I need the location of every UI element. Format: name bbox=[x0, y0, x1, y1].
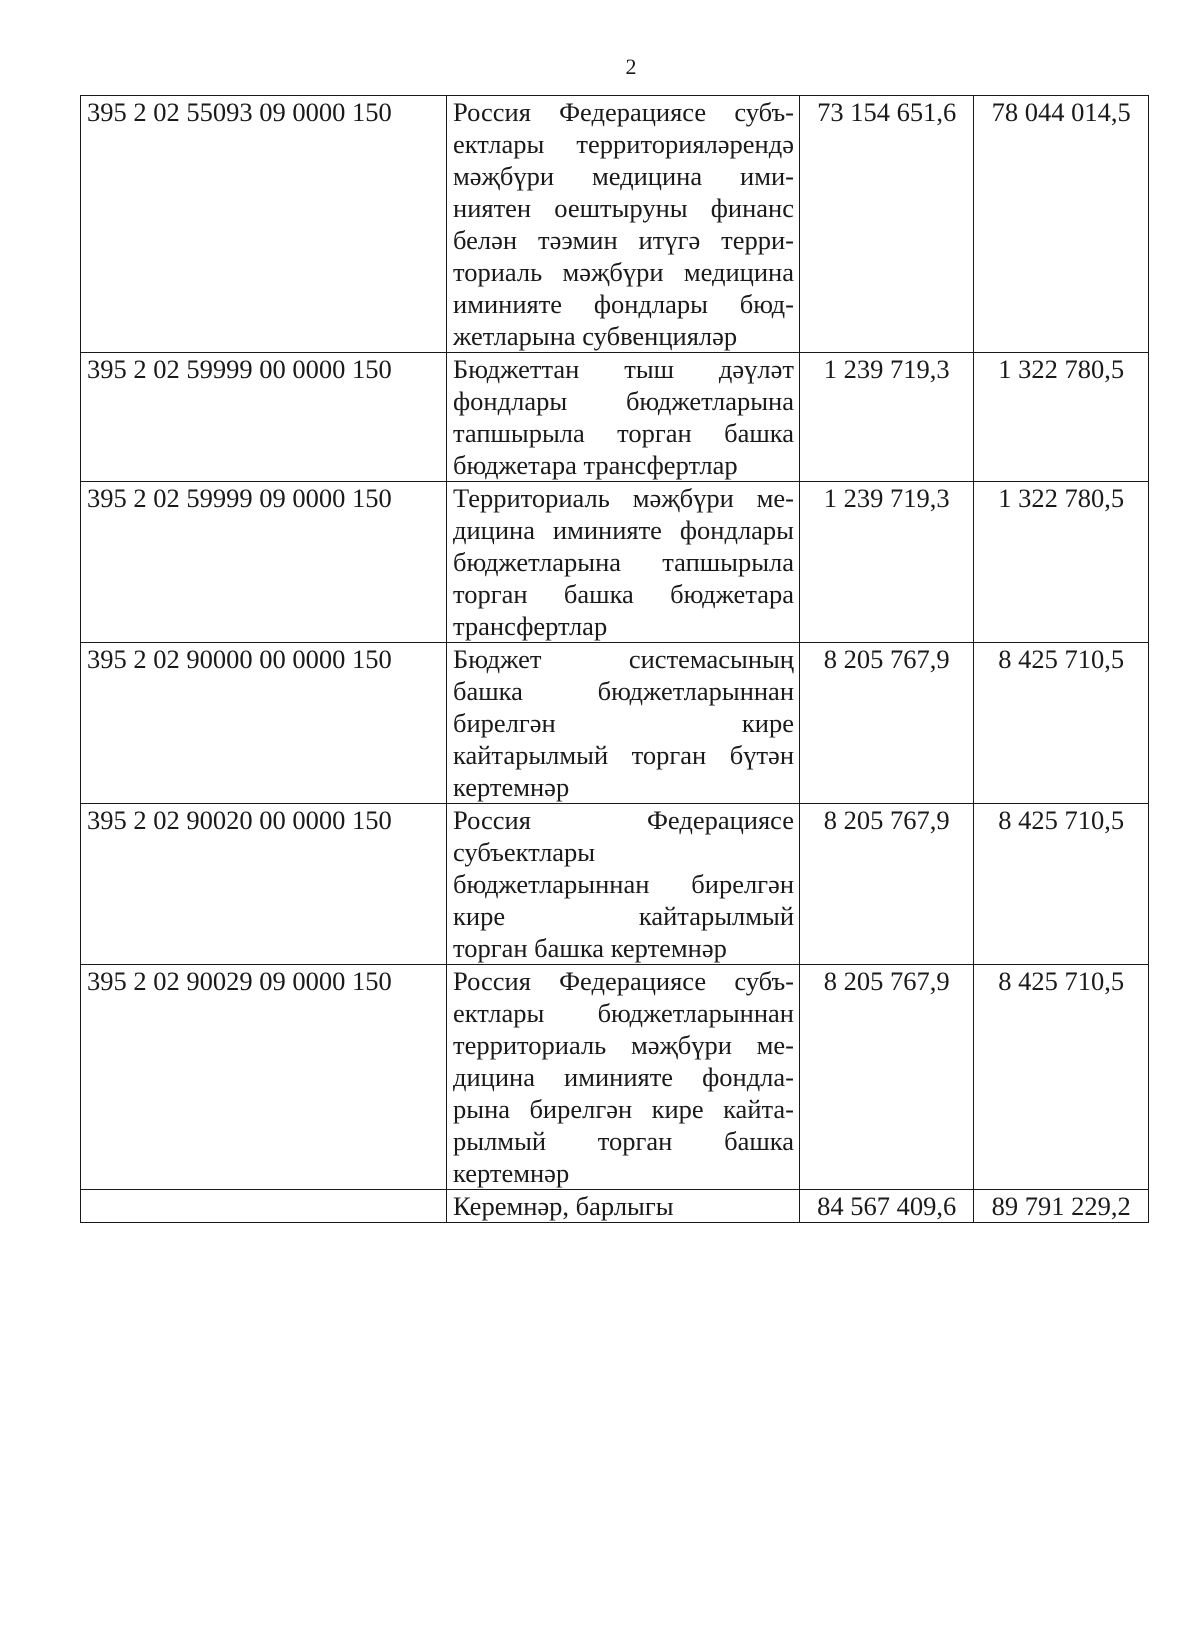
table-row bbox=[81, 643, 1149, 804]
row-description bbox=[447, 643, 800, 804]
description-line: дицина иминияте фондлары bbox=[453, 515, 794, 545]
row-value-first: 8 205 767,9 bbox=[800, 804, 974, 965]
description-line: бирелгән кире bbox=[453, 708, 794, 738]
description-line: торган башка кертемнәр bbox=[453, 933, 727, 963]
table-row bbox=[81, 804, 1149, 965]
description-line: территориаль мәҗбүри ме- bbox=[453, 1030, 794, 1060]
description-line: Россия Федерациясе bbox=[453, 805, 794, 835]
row-value-first: 8 205 767,9 bbox=[800, 643, 974, 804]
description-line: Россия Федерациясе субъ- bbox=[453, 966, 794, 996]
total-label: Керемнәр, барлыгы bbox=[447, 1190, 800, 1223]
description-line: Бюджеттан тыш дәүләт bbox=[453, 354, 794, 384]
table-row bbox=[81, 965, 1149, 1190]
page-number: 2 bbox=[625, 54, 637, 79]
row-value-first: 1 239 719,3 bbox=[800, 482, 974, 643]
description-line: мәҗбүри медицина ими- bbox=[453, 161, 794, 191]
description-line: кире кайтарылмый bbox=[453, 901, 794, 931]
row-value-first: 73 154 651,6 bbox=[800, 96, 974, 353]
description-line: башка бюджетларыннан bbox=[453, 676, 794, 706]
description-line: ектлары бюджетларыннан bbox=[453, 998, 794, 1028]
row-value-second: 78 044 014,5 bbox=[974, 96, 1149, 353]
total-value-second: 89 791 229,2 bbox=[974, 1190, 1149, 1223]
row-code: 395 2 02 90029 09 0000 150 bbox=[81, 965, 447, 1190]
description-line: тапшырыла торган башка bbox=[453, 418, 794, 448]
table-body bbox=[81, 96, 1149, 1223]
row-value-second: 8 425 710,5 bbox=[974, 643, 1149, 804]
description-line: бюджетларына тапшырыла bbox=[453, 547, 794, 577]
description-line: кайтарылмый торган бүтән bbox=[453, 740, 794, 770]
row-description bbox=[447, 353, 800, 482]
row-description bbox=[447, 96, 800, 353]
description-line: ектлары территорияләрендә bbox=[453, 129, 794, 159]
total-value-first: 84 567 409,6 bbox=[800, 1190, 974, 1223]
description-line: кертемнәр bbox=[453, 1158, 570, 1188]
description-line: жетларына субвенцияләр bbox=[453, 321, 738, 351]
description-line: Территориаль мәҗбүри ме- bbox=[453, 483, 794, 513]
description-line: рына бирелгән кире кайта- bbox=[453, 1094, 794, 1124]
description-line: иминияте фондлары бюд- bbox=[453, 289, 794, 319]
description-line: белән тәэмин итүгә терри- bbox=[453, 225, 794, 255]
total-row bbox=[81, 1190, 1149, 1223]
row-value-first: 1 239 719,3 bbox=[800, 353, 974, 482]
description-line: субъектлары bbox=[453, 837, 596, 867]
table-row bbox=[81, 353, 1149, 482]
table-row bbox=[81, 96, 1149, 353]
description-line: рылмый торган башка bbox=[453, 1126, 794, 1156]
description-line: трансфертлар bbox=[453, 611, 608, 641]
description-line: Россия Федерациясе субъ- bbox=[453, 97, 794, 127]
description-line: ториаль мәҗбүри медицина bbox=[453, 257, 794, 287]
row-value-second: 1 322 780,5 bbox=[974, 482, 1149, 643]
row-code: 395 2 02 55093 09 0000 150 bbox=[81, 96, 447, 353]
row-description bbox=[447, 965, 800, 1190]
description-line: бюджетара трансфертлар bbox=[453, 450, 738, 480]
revenue-table-container bbox=[80, 95, 1149, 1223]
table-row bbox=[81, 482, 1149, 643]
description-line: Бюджет системасының bbox=[453, 644, 794, 674]
revenue-table bbox=[80, 95, 1149, 1223]
description-line: ниятен оештыруны финанс bbox=[453, 193, 794, 223]
row-description bbox=[447, 482, 800, 643]
row-value-first: 8 205 767,9 bbox=[800, 965, 974, 1190]
row-description bbox=[447, 804, 800, 965]
row-value-second: 8 425 710,5 bbox=[974, 965, 1149, 1190]
description-line: дицина иминияте фондла- bbox=[453, 1062, 794, 1092]
row-value-second: 8 425 710,5 bbox=[974, 804, 1149, 965]
description-line: кертемнәр bbox=[453, 772, 570, 802]
description-line: фондлары бюджетларына bbox=[453, 386, 794, 416]
description-line: бюджетларыннан бирелгән bbox=[453, 869, 794, 899]
row-code: 395 2 02 59999 00 0000 150 bbox=[81, 353, 447, 482]
row-code: 395 2 02 90020 00 0000 150 bbox=[81, 804, 447, 965]
description-line: торган башка бюджетара bbox=[453, 579, 794, 609]
row-code: 395 2 02 90000 00 0000 150 bbox=[81, 643, 447, 804]
total-code-empty bbox=[81, 1190, 447, 1223]
row-value-second: 1 322 780,5 bbox=[974, 353, 1149, 482]
row-code: 395 2 02 59999 09 0000 150 bbox=[81, 482, 447, 643]
